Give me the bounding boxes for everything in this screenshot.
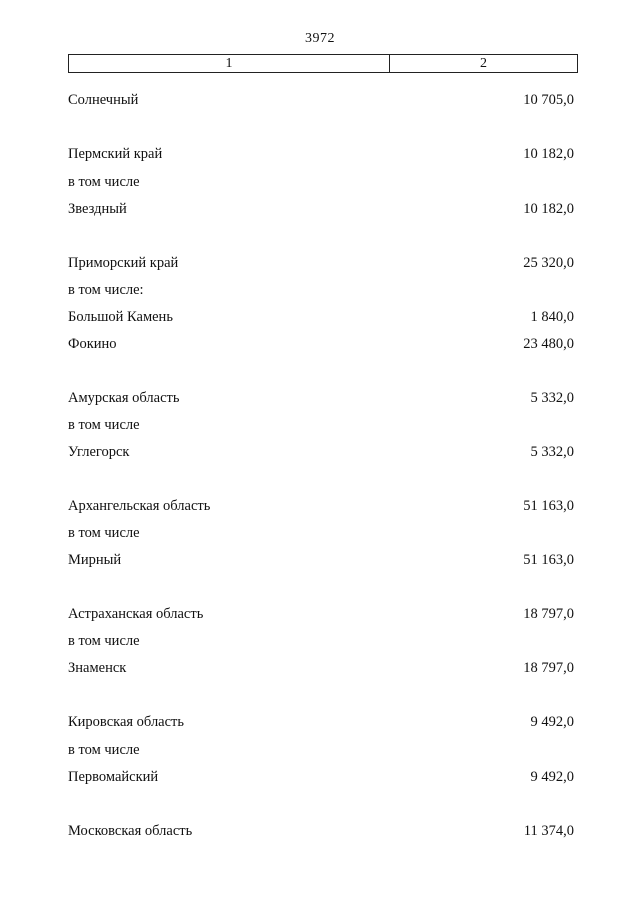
table-row [68, 388, 574, 408]
table-row [68, 415, 574, 435]
table-row [68, 334, 574, 354]
table-row [68, 767, 574, 787]
row-label: Фокино [68, 335, 117, 352]
row-value: 10 182,0 [523, 145, 574, 162]
row-value: 23 480,0 [523, 335, 574, 352]
table-row [68, 90, 574, 110]
table-row [68, 172, 574, 192]
table-row [68, 631, 574, 651]
table-row [68, 253, 574, 273]
row-value: 18 797,0 [523, 659, 574, 676]
row-label: Пермский край [68, 145, 163, 162]
column-header-2: 2 [480, 55, 487, 71]
row-value: 51 163,0 [523, 497, 574, 514]
row-label: Приморский край [68, 254, 179, 271]
row-label: Большой Камень [68, 308, 173, 325]
row-label: Астраханская область [68, 605, 204, 622]
row-label: в том числе [68, 173, 140, 190]
table-row [68, 307, 574, 327]
row-value: 9 492,0 [530, 768, 574, 785]
row-value: 25 320,0 [523, 254, 574, 271]
row-value: 11 374,0 [523, 822, 574, 839]
table-row [68, 280, 574, 300]
row-value: 10 182,0 [523, 200, 574, 217]
row-value: 51 163,0 [523, 551, 574, 568]
column-header-1: 1 [69, 55, 390, 72]
row-label: Амурская область [68, 389, 180, 406]
page-number: 3972 [305, 31, 335, 46]
row-label: в том числе [68, 524, 140, 541]
row-label: Первомайский [68, 768, 159, 785]
row-label: в том числе [68, 632, 140, 649]
row-value: 10 705,0 [523, 91, 574, 108]
table-row [68, 523, 574, 543]
row-label: Знаменск [68, 659, 127, 676]
row-label: Архангельская область [68, 497, 211, 514]
table-row [68, 199, 574, 219]
row-label: в том числе [68, 416, 140, 433]
row-value: 1 840,0 [530, 308, 574, 325]
row-value: 5 332,0 [530, 443, 574, 460]
row-label: Звездный [68, 200, 127, 217]
row-value: 5 332,0 [530, 389, 574, 406]
row-label: Солнечный [68, 91, 139, 108]
row-label: Кировская область [68, 713, 185, 730]
row-label: в том числе: [68, 281, 144, 298]
table-row [68, 712, 574, 732]
table-row [68, 442, 574, 462]
table-row [68, 496, 574, 516]
table-header [68, 54, 578, 73]
row-label: Московская область [68, 822, 193, 839]
table-row [68, 740, 574, 760]
row-value: 9 492,0 [530, 713, 574, 730]
row-label: в том числе [68, 741, 140, 758]
table-row [68, 550, 574, 570]
table-row [68, 658, 574, 678]
row-label: Углегорск [68, 443, 130, 460]
row-value: 18 797,0 [523, 605, 574, 622]
table-row [68, 144, 574, 164]
table-row [68, 821, 574, 841]
row-label: Мирный [68, 551, 122, 568]
table-row [68, 604, 574, 624]
